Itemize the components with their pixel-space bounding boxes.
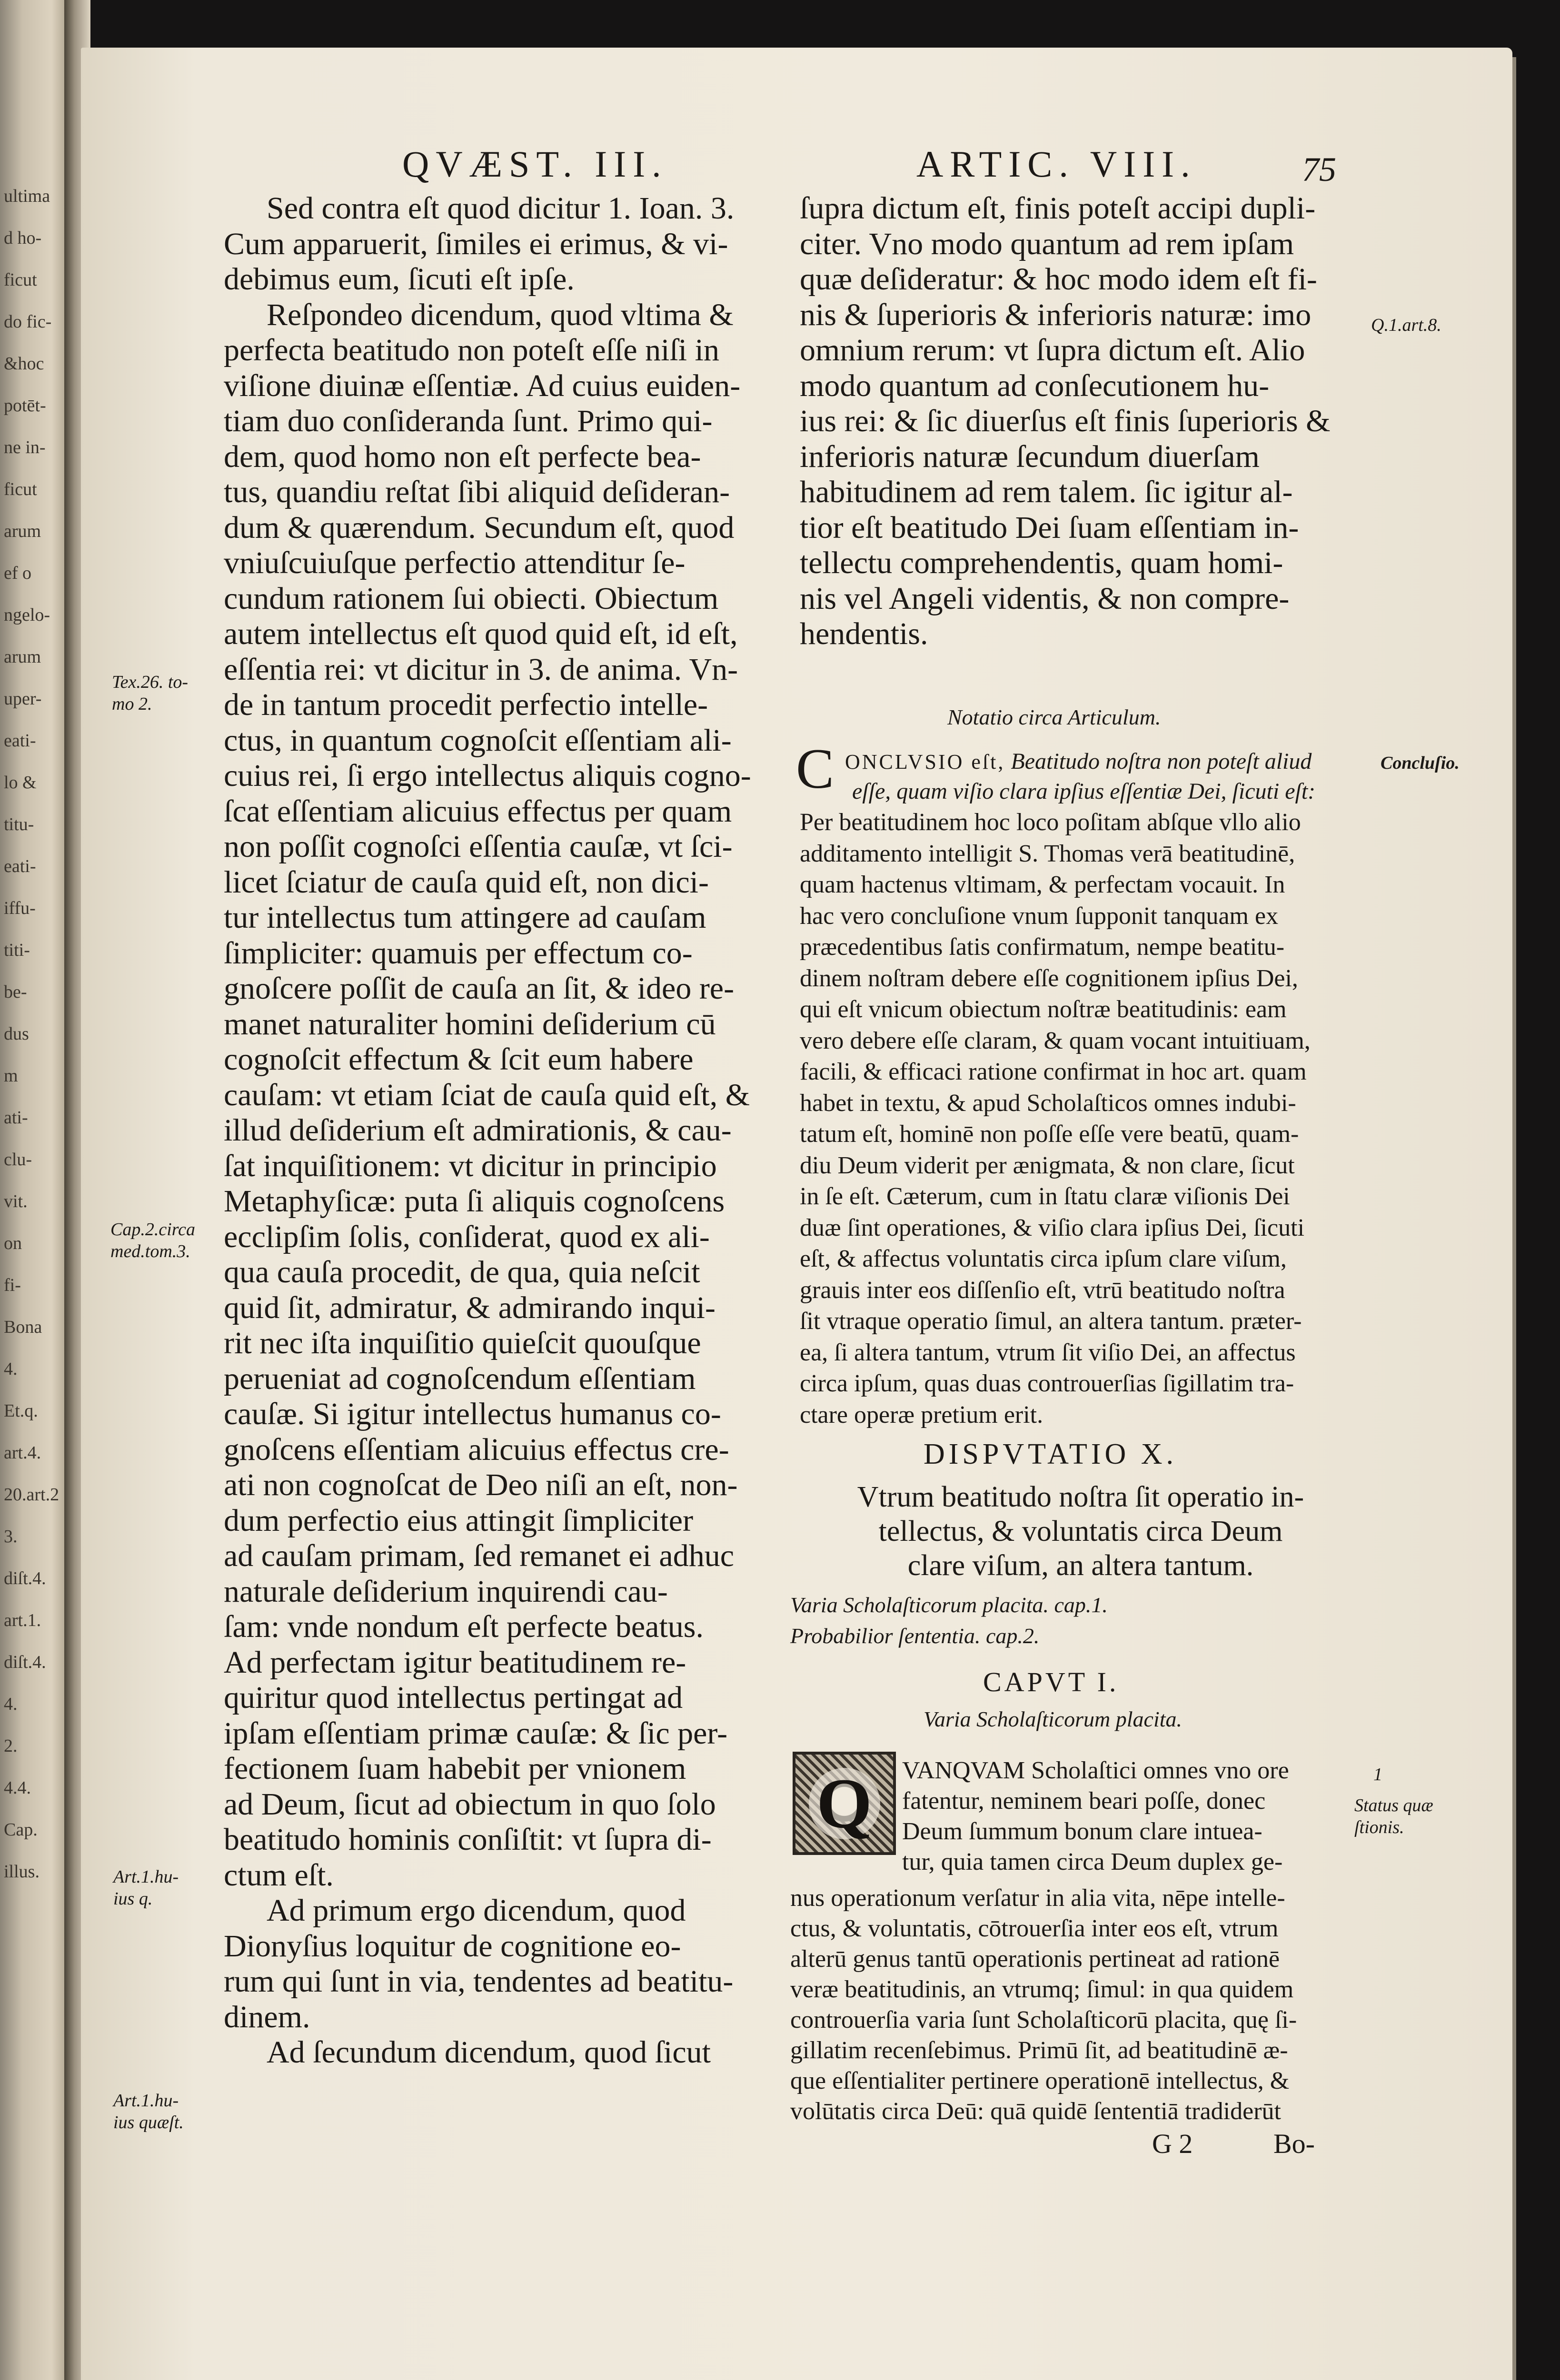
toc-chapter-1: Varia Scholaſticorum placita. cap.1.: [790, 1593, 1108, 1617]
notatio-line: diu Deum viderit per ænigmata, & non clare, ſicut: [800, 1151, 1295, 1179]
left-column-line: debimus eum, ſicuti eſt ipſe.: [224, 262, 575, 297]
left-column-line: rum qui ſunt in via, tendentes ad beatitu-: [224, 1964, 734, 1999]
signature-mark: G 2: [1152, 2128, 1193, 2159]
verso-fragment: 2.: [4, 1736, 18, 1756]
left-column-line: dum perfectio eius attingit ſimpliciter: [224, 1503, 694, 1538]
notatio-line: ſit vtraque operatio ſimul, an altera tantum. præter-: [800, 1308, 1302, 1335]
verso-fragment: do fic-: [4, 312, 52, 332]
conclusio-line-2: eſſe, quam viſio clara ipſius eſſentiæ Dei, ſicuti eſt:: [852, 779, 1316, 804]
notatio-line: additamento intelligit S. Thomas verā beatitudinē,: [800, 840, 1295, 867]
notatio-line: facili, & efficaci ratione confirmat in hoc art. quam: [800, 1058, 1307, 1085]
left-column-line: viſione diuinæ eſſentiæ. Ad cuius euiden-: [224, 368, 741, 403]
left-column-line: gnoſcere poſſit de cauſa an ſit, & ideo re-: [224, 971, 735, 1006]
verso-fragment: 3.: [4, 1527, 18, 1547]
notatio-line: qui eſt vnicum obiectum noſtræ beatitudinis: eam: [800, 996, 1287, 1023]
verso-fragment: ef o: [4, 563, 32, 583]
notatio-line: ea, ſi altera tantum, vtrum ſit viſio Dei, an affectus: [800, 1339, 1296, 1366]
notatio-line: habet in textu, & apud Scholaſticos omnes indubi-: [800, 1089, 1296, 1117]
notatio-line: eſt, & affectus voluntatis circa ipſum clare viſum,: [800, 1245, 1287, 1272]
verso-fragment: Bona: [4, 1317, 42, 1337]
caput-line: controuerſia varia ſunt Scholaſticorū placita, quę ſi-: [790, 2006, 1297, 2033]
left-column-line: ecclipſim ſolis, conſiderat, quod ex ali-: [224, 1219, 710, 1254]
verso-fragment: Et.q.: [4, 1401, 38, 1421]
caput-first-line: fatentur, neminem beari poſſe, donec: [902, 1787, 1266, 1815]
caput-line: volūtatis circa Deū: quā quidē ſententiā tradiderūt: [790, 2098, 1281, 2125]
verso-fragment: dus: [4, 1024, 29, 1044]
caput-heading: CAPVT I.: [983, 1666, 1119, 1697]
left-column-line: naturale deſiderium inquirendi cau-: [224, 1574, 668, 1609]
disputatio-heading: DISPVTATIO X.: [924, 1438, 1178, 1470]
verso-fragment: 4.: [4, 1694, 18, 1714]
left-column-line: Ad perfectam igitur beatitudinem re-: [224, 1645, 686, 1680]
right-column-line: ius rei: & ſic diuerſus eſt finis ſuperioris &: [800, 404, 1331, 438]
verso-fragment: illus.: [4, 1862, 40, 1882]
right-column-line: tior eſt beatitudo Dei ſuam eſſentiam in-: [800, 510, 1299, 545]
left-column-line: Metaphyſicæ: puta ſi aliquis cognoſcens: [224, 1184, 725, 1219]
left-column-line: Cum apparuerit, ſimiles ei erimus, & vi-: [224, 226, 728, 261]
margin-note-tex: Tex.26. to- mo 2.: [112, 672, 189, 714]
margin-note-art1: Art.1.hu- ius q.: [113, 1867, 179, 1909]
verso-fragment: potēt-: [4, 396, 46, 416]
right-column-line: ſupra dictum eſt, finis poteſt accipi dupli-: [800, 191, 1316, 226]
verso-fragment: &hoc: [4, 354, 44, 374]
caput-subtitle: Varia Scholaſticorum placita.: [924, 1707, 1182, 1731]
notatio-line: hac vero concluſione vnum ſupponit tanquam ex: [800, 902, 1279, 930]
verso-fragment: on: [4, 1233, 22, 1253]
left-column-line: eſſentia rei: vt dicitur in 3. de anima. Vn-: [224, 652, 738, 687]
left-column-line: licet ſciatur de cauſa quid eſt, non dici-: [224, 864, 709, 900]
left-column-line: tur intellectus tum attingere ad cauſam: [224, 900, 706, 935]
verso-fragment: fi-: [4, 1275, 21, 1295]
caput-first-line: VANQVAM Scholaſtici omnes vno ore: [902, 1757, 1289, 1784]
page-edge-shadow: [1512, 57, 1516, 2380]
verso-fragment: be-: [4, 982, 27, 1002]
left-column-line: illud deſiderium eſt admirationis, & cau-: [224, 1113, 732, 1148]
caput-line: veræ beatitudinis, an vtrumq; ſimul: in qua quidem: [790, 1976, 1294, 2003]
left-column-line: ſat inquiſitionem: vt dicitur in principio: [224, 1148, 717, 1183]
verso-fragment: Cap.: [4, 1820, 38, 1840]
notatio-line: tatum eſt, hominē non poſſe eſſe vere beatū, quam-: [800, 1121, 1299, 1148]
right-margin-ref: Q.1.art.8.: [1371, 315, 1441, 335]
right-column-line: nis vel Angeli videntis, & non compre-: [800, 581, 1290, 616]
caput-line: nus operationum verſatur in alia vita, nēpe intelle-: [790, 1884, 1285, 1912]
left-column-line: dum & quærendum. Secundum eſt, quod: [224, 510, 735, 545]
verso-fragment: ficut: [4, 270, 37, 290]
notatio-line: quam hactenus vltimam, & perfectam vocauit. In: [800, 871, 1285, 898]
catchword: Bo-: [1273, 2128, 1315, 2159]
notatio-line: in ſe eſt. Cæterum, cum in ſtatu claræ viſionis Dei: [800, 1183, 1290, 1210]
verso-fragment: ngelo-: [4, 605, 50, 625]
caput-line: ctus, & voluntatis, cōtrouerſia inter eos eſt, vtrum: [790, 1915, 1279, 1942]
decorated-initial: Q: [793, 1752, 896, 1855]
left-column-line: non poſſit cognoſci eſſentia cauſæ, vt ſci-: [224, 829, 733, 864]
left-column-line: fectionem ſuam habebit per vnionem: [224, 1751, 686, 1786]
left-column-line: beatitudo hominis conſiſtit: vt ſupra di-: [224, 1822, 712, 1857]
notatio-title: Notatio circa Articulum.: [947, 705, 1161, 729]
right-margin-status-number: 1: [1373, 1765, 1382, 1785]
left-column-line: dem, quod homo non eſt perfecte bea-: [224, 439, 701, 474]
right-margin-status: Status quæ ſtionis.: [1354, 1795, 1433, 1837]
left-column-line: ad cauſam primam, ſed remanet ei adhuc: [224, 1538, 735, 1573]
page-number: 75: [1302, 150, 1336, 188]
left-column-line: Ad ſecundum dicendum, quod ſicut: [267, 2035, 711, 2070]
verso-fragment: art.1.: [4, 1610, 41, 1630]
left-column-line: perfecta beatitudo non poteſt eſſe niſi in: [224, 333, 719, 367]
left-column-line: cauſam: vt etiam ſciat de cauſa quid eſt, &: [224, 1077, 750, 1112]
right-column-line: citer. Vno modo quantum ad rem ipſam: [800, 226, 1294, 261]
right-margin-conclusio: Concluſio.: [1381, 753, 1460, 773]
verso-fragment: art.4.: [4, 1443, 41, 1463]
header-article: ARTIC. VIII.: [916, 143, 1197, 185]
left-column-line: ſcat eſſentiam alicuius effectus per quam: [224, 793, 732, 829]
notatio-line: Per beatitudinem hoc loco poſitam abſque vllo alio: [800, 809, 1301, 836]
verso-fragment: ultima: [4, 186, 50, 206]
verso-fragment: vit.: [4, 1191, 28, 1211]
right-column-line: nis & ſuperioris & inferioris naturæ: imo: [800, 297, 1312, 332]
verso-fragment: titu-: [4, 814, 34, 834]
header-question: QVÆST. III.: [402, 143, 668, 185]
right-column-line: modo quantum ad conſecutionem hu-: [800, 368, 1270, 403]
left-column-line: cauſæ. Si igitur intellectus humanus co-: [224, 1397, 721, 1431]
left-column-line: ipſam eſſentiam primæ cauſæ: & ſic per-: [224, 1716, 728, 1751]
verso-fragment: diſt.4.: [4, 1568, 46, 1588]
left-column-line: ctus, in quantum cognoſcit eſſentiam ali-: [224, 723, 732, 758]
right-column-line: omnium rerum: vt ſupra dictum eſt. Alio: [800, 333, 1305, 367]
left-column-line: ctum eſt.: [224, 1857, 334, 1893]
caput-line: alterū genus tantū operationis pertineat ad rationē: [790, 1945, 1280, 1973]
caput-first-line: tur, quia tamen circa Deum duplex ge-: [902, 1848, 1283, 1875]
left-column-line: cognoſcit effectum & ſcit eum habere: [224, 1042, 694, 1077]
right-column-line: tellectu comprehendentis, quam homi-: [800, 545, 1283, 580]
right-column-line: quæ deſideratur: & hoc modo idem eſt fi-: [800, 262, 1317, 297]
left-column-line: de in tantum procedit perfectio intelle-: [224, 687, 708, 722]
caput-line: que eſſentialiter pertinere operationē intellectus, &: [790, 2067, 1290, 2094]
left-column-line: manet naturaliter homini deſiderium cū: [224, 1006, 716, 1041]
margin-note-cap: Cap.2.circa med.tom.3.: [110, 1220, 196, 1261]
verso-fragment: clu-: [4, 1150, 32, 1170]
conclusio-block: [796, 737, 835, 800]
left-column-line: ſam: vnde nondum eſt perfecte beatus.: [224, 1609, 704, 1644]
left-column-line: Sed contra eſt quod dicitur 1. Ioan. 3.: [267, 191, 735, 226]
caput-first-line: Deum ſummum bonum clare intuea-: [902, 1818, 1262, 1845]
left-column-line: ad Deum, ſicut ad obiectum in quo ſolo: [224, 1786, 716, 1822]
right-column-line: hendentis.: [800, 616, 928, 651]
left-column-line: Dionyſius loquitur de cognitione eo-: [224, 1928, 681, 1964]
notatio-line: duæ ſint operationes, & viſio clara ipſius Dei, ſicuti: [800, 1214, 1305, 1241]
verso-fragment: d ho-: [4, 228, 42, 248]
verso-fragment: 20.art.2: [4, 1485, 60, 1505]
left-column-line: cundum rationem ſui obiecti. Obiectum: [224, 581, 719, 616]
disputatio-title-line: tellectus, & voluntatis circa Deum: [878, 1515, 1283, 1547]
notatio-line: grauis inter eos diſſenſio eſt, vtrū beatitudo noſtra: [800, 1276, 1285, 1304]
verso-fragment: diſt.4.: [4, 1652, 46, 1672]
left-column-line: dinem.: [224, 1999, 310, 2034]
verso-fragment: ficut: [4, 479, 37, 499]
verso-fragment: uper-: [4, 689, 42, 709]
notatio-line: dinem noſtram debere eſſe cognitionem ipſius Dei,: [800, 964, 1298, 992]
caput-line: gillatim recenſebimus. Primū ſit, ad beatitudinē æ-: [790, 2037, 1288, 2064]
notatio-line: circa ipſum, quas duas controuerſias ſigillatim tra-: [800, 1370, 1294, 1397]
left-column-line: tiam duo conſideranda ſunt. Primo qui-: [224, 404, 713, 438]
notatio-line: vero debere eſſe claram, & quam vocant intuitiuam,: [800, 1027, 1311, 1054]
disputatio-title-line: Vtrum beatitudo noſtra ſit operatio in-: [857, 1481, 1304, 1513]
verso-fragment: iffu-: [4, 898, 36, 918]
notatio-line: præcedentibus ſatis confirmatum, nempe beatitu-: [800, 933, 1285, 961]
verso-fragment: ne in-: [4, 437, 46, 457]
left-column-line: ati non cognoſcat de Deo niſi an eſt, non-: [224, 1468, 738, 1502]
left-column-line: ſimpliciter: quamuis per effectum co-: [224, 935, 693, 971]
left-column-line: vniuſcuiuſque perfectio attenditur ſe-: [224, 545, 686, 580]
left-column-line: autem intellectus eſt quod quid eſt, id eſt,: [224, 616, 738, 651]
left-column-line: quid ſit, admiratur, & admirando inqui-: [224, 1290, 715, 1325]
conclusio-initial: C: [796, 737, 835, 800]
verso-fragment: ati-: [4, 1108, 28, 1128]
left-column-line: rit nec iſta inquiſitio quieſcit quouſque: [224, 1326, 701, 1360]
left-column-line: Ad primum ergo dicendum, quod: [267, 1893, 686, 1928]
verso-fragment: arum: [4, 647, 41, 667]
conclusio-line-1: ONCLVSIO eſt, Beatitudo noſtra non poteſt aliud: [845, 749, 1312, 774]
verso-fragment: 4.: [4, 1359, 18, 1379]
notatio-line: ctare operæ pretium erit.: [800, 1401, 1043, 1428]
verso-fragment: titi-: [4, 940, 30, 960]
left-column-line: gnoſcens eſſentiam alicuius effectus cre-: [224, 1432, 729, 1467]
verso-fragment: eati-: [4, 856, 36, 876]
disputatio-title-line: clare viſum, an altera tantum.: [907, 1549, 1254, 1582]
verso-fragment: lo &: [4, 773, 37, 793]
left-column-line: perueniat ad cognoſcendum eſſentiam: [224, 1361, 696, 1396]
verso-fragment: m: [4, 1066, 18, 1086]
margin-note-art2: Art.1.hu- ius quæſt.: [113, 2091, 184, 2132]
right-column-line: habitudinem ad rem talem. ſic igitur al-: [800, 475, 1293, 509]
left-column-line: quiritur quod intellectus pertingat ad: [224, 1680, 683, 1715]
left-column-line: Reſpondeo dicendum, quod vltima &: [267, 297, 734, 332]
left-column-line: cuius rei, ſi ergo intellectus aliquis cogno-: [224, 758, 751, 793]
left-column-line: qua cauſa procedit, de qua, quia neſcit: [224, 1255, 700, 1289]
verso-fragment: 4.4.: [4, 1778, 31, 1798]
toc-chapter-2: Probabilior ſententia. cap.2.: [790, 1624, 1040, 1648]
right-column-line: inferioris naturæ ſecundum diuerſam: [800, 439, 1260, 474]
verso-fragment: eati-: [4, 731, 36, 751]
verso-fragment: arum: [4, 521, 41, 541]
left-column-line: tus, quandiu reſtat ſibi aliquid deſideran-: [224, 475, 730, 509]
